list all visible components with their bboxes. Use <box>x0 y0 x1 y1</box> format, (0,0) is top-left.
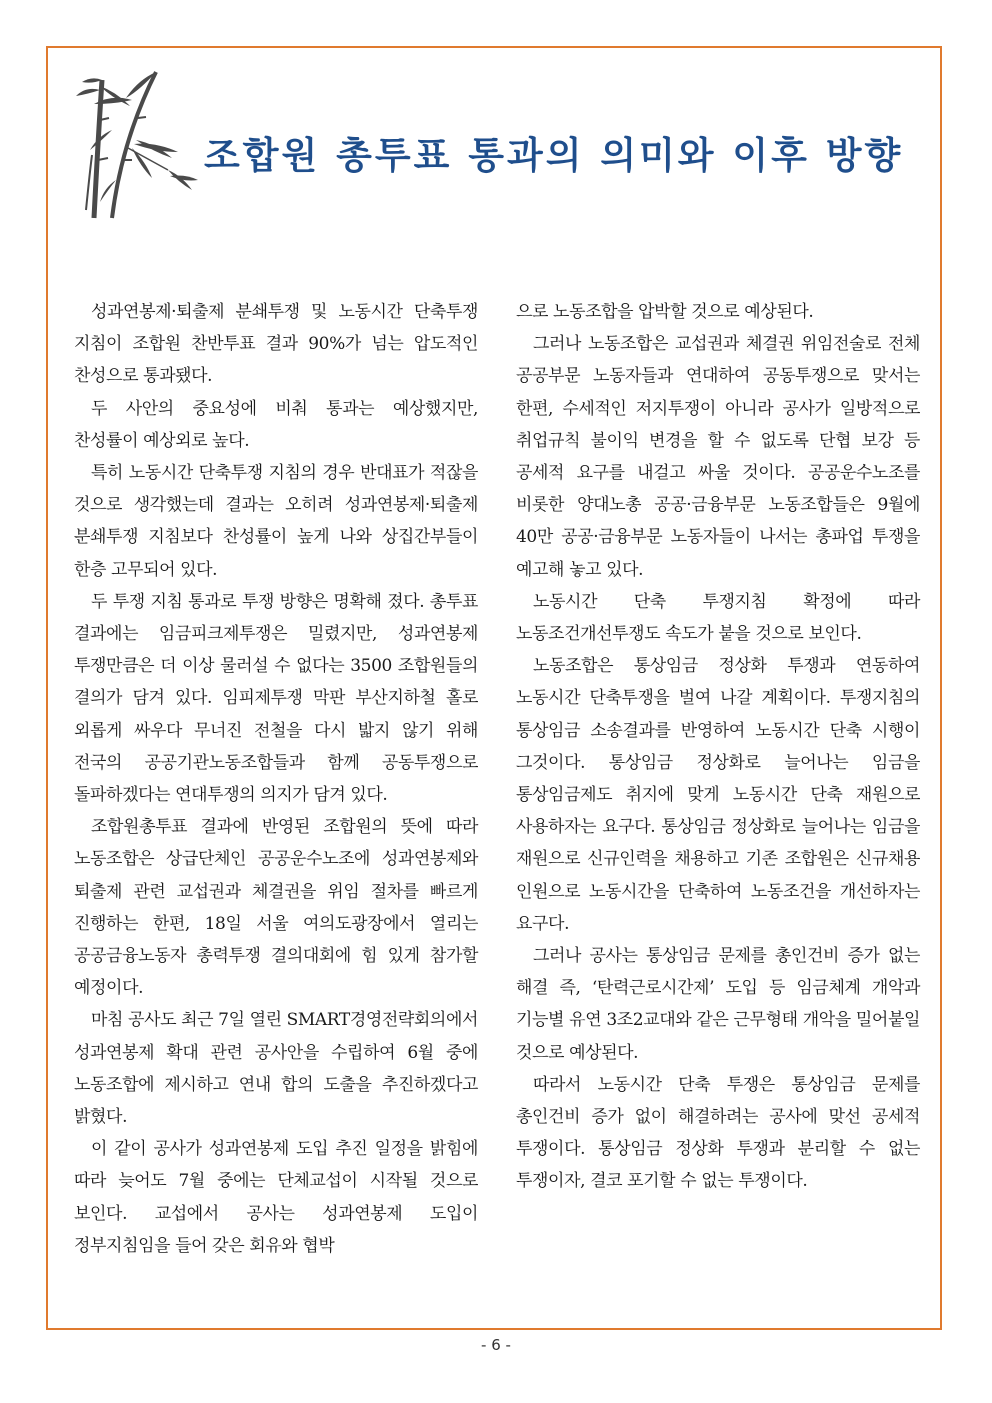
right-column <box>516 296 920 1198</box>
paragraph: 특히 노동시간 단축투쟁 지침의 경우 반대표가 적잖을 것으로 생각했는데 결과는 오히려 성과연봉제·퇴출제 분쇄투쟁 지침보다 찬성률이 높게 나와 상집간부들이 한층 고무되어 있다. <box>74 463 478 580</box>
bamboo-illustration-icon <box>72 60 202 220</box>
page-title: 조합원 총투표 통과의 의미와 이후 방향 <box>204 134 904 177</box>
page-number: - 6 - <box>481 1336 511 1354</box>
paragraph: 그러나 노동조합은 교섭권과 체결권 위임전술로 전체 공공부문 노동자들과 연대하여 공동투쟁으로 맞서는 한편, 수세적인 저지투쟁이 아니라 공사가 일방적으로 취업규칙 불이익 변경을 할 수 없도록 단협 보강 등 공세적 요구를 내걸고 싸울 것이다. 공공운수노조를 비롯한 양대노총 공공·금융부문 노동조합들은 9월에 40만 공공·금융부문 노동자들이 나서는 총파업 투쟁을 예고해 놓고 있다. <box>516 334 920 580</box>
paragraph: 그러나 공사는 통상임금 문제를 총인건비 증가 없는 해결 즉, ‘탄력근로시간제’ 도입 등 임금체계 개악과 기능별 유연 3조2교대와 같은 근무형태 개악을 밀어붙일 것으로 예상된다. <box>516 946 920 1063</box>
paragraph: 두 투쟁 지침 통과로 투쟁 방향은 명확해 졌다. 총투표 결과에는 임금피크제투쟁은 밀렸지만, 성과연봉제 투쟁만큼은 더 이상 물러설 수 없다는 3500 조합원들의 결의가 담겨 있다. 임피제투쟁 막판 부산지하철 홀로 외롭게 싸우다 무너진 전철을 다시 밟지 않기 위해 전국의 공공기관노동조합들과 함께 공동투쟁으로 돌파하겠다는 연대투쟁의 의지가 담겨 있다. <box>74 591 478 806</box>
paragraph: 노동시간 단축 투쟁지침 확정에 따라 노동조건개선투쟁도 속도가 붙을 것으로 보인다. <box>516 591 920 645</box>
paragraph: 마침 공사도 최근 7일 열린 SMART경영전략회의에서 성과연봉제 확대 관련 공사안을 수립하여 6월 중에 노동조합에 제시하고 연내 합의 도출을 추진하겠다고 밝혔다. <box>74 1010 478 1128</box>
paragraph-continuation: 으로 노동조합을 압박할 것으로 예상된다. <box>516 302 814 322</box>
left-column <box>74 296 478 1262</box>
paragraph: 성과연봉제·퇴출제 분쇄투쟁 및 노동시간 단축투쟁 지침이 조합원 찬반투표 결과 90%가 넘는 압도적인 찬성으로 통과됐다. <box>74 302 478 387</box>
paragraph: 따라서 노동시간 단축 투쟁은 통상임금 문제를 총인건비 증가 없이 해결하려는 공사에 맞선 공세적 투쟁이다. 통상임금 정상화 투쟁과 분리할 수 없는 투쟁이자, 결코 포기할 수 없는 투쟁이다. <box>516 1074 920 1192</box>
paragraph: 노동조합은 통상임금 정상화 투쟁과 연동하여 노동시간 단축투쟁을 벌여 나갈 계획이다. 투쟁지침의 통상임금 소송결과를 반영하여 노동시간 단축 시행이 그것이다. 통상임금 정상화로 늘어나는 임금을 통상임금제도 취지에 맞게 노동시간 단축 재원으로 사용하자는 요구다. 통상임금 정상화로 늘어나는 임금을 재원으로 신규인력을 채용하고 기존 조합원은 신규채용 인원으로 노동시간을 단축하여 노동조건을 개선하자는 요구다. <box>516 656 920 934</box>
paragraph: 조합원총투표 결과에 반영된 조합원의 뜻에 따라 노동조합은 상급단체인 공공운수노조에 성과연봉제와 퇴출제 관련 교섭권과 체결권을 위임 절차를 빠르게 진행하는 한편, 18일 서울 여의도광장에서 열리는 공공금융노동자 총력투쟁 결의대회에 힘 있게 참가할 예정이다. <box>74 817 478 999</box>
paragraph: 이 같이 공사가 성과연봉제 도입 추진 일정을 밝힘에 따라 늦어도 7월 중에는 단체교섭이 시작될 것으로 보인다. 교섭에서 공사는 성과연봉제 도입이 정부지침임을 들어 갖은 회유와 협박 <box>74 1139 478 1256</box>
paragraph: 두 사안의 중요성에 비춰 통과는 예상했지만, 찬성률이 예상외로 높다. <box>74 398 478 451</box>
